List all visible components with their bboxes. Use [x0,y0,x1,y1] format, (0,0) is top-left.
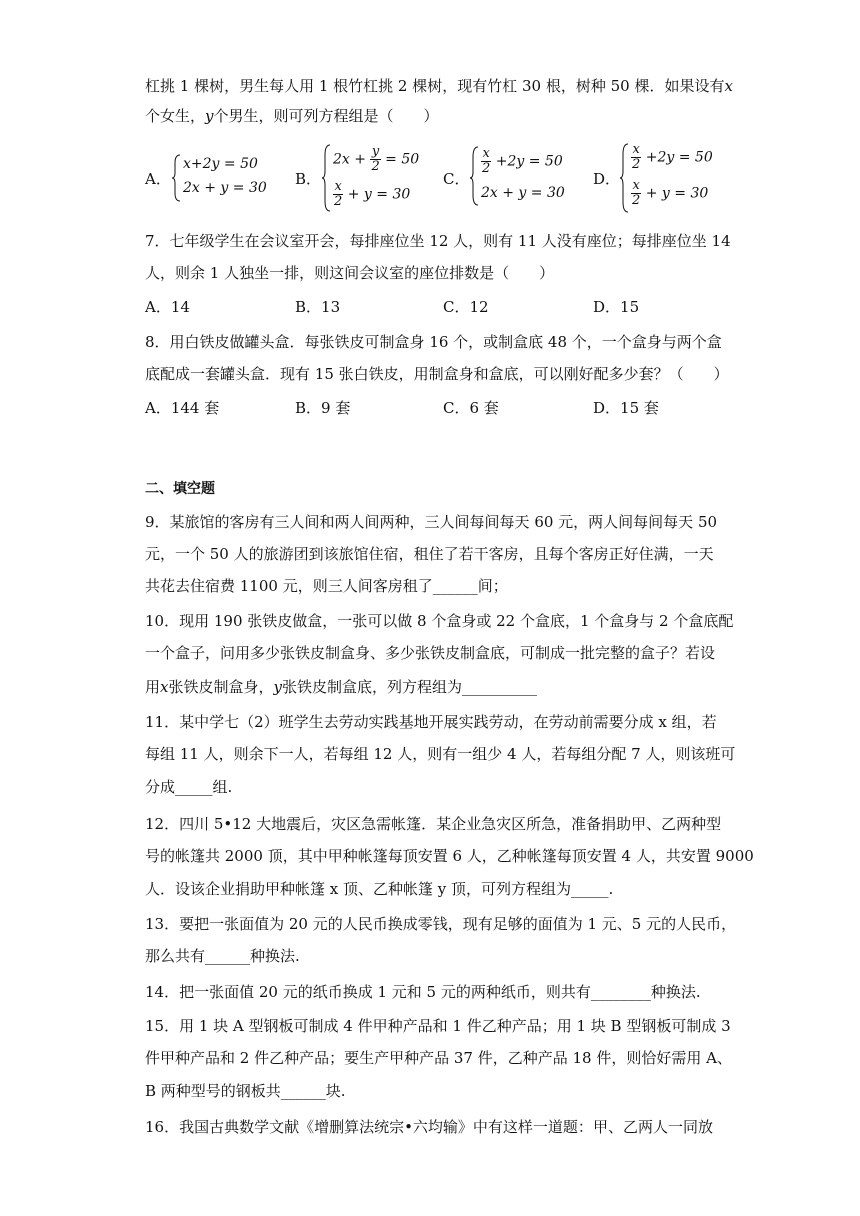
answer-blank: 张铁皮制盒底，列方程组为__________ [281,678,537,696]
fraction: $\frac{x}{2}$ [632,178,641,208]
option-label: C． [443,170,470,188]
q9-line-2: 元，一个 50 人的旅游团到该旅馆住宿，租住了若干客房，且每个客房正好住满，一天 [145,545,714,563]
q11-line-3: 分成_____组. [145,778,233,796]
var-x: x [724,77,733,95]
q8-line-1: 8．用白铁皮做罐头盒．每张铁皮可制盒身 16 个，或制盒底 48 个，一个盒身与两个盒 [145,333,722,351]
fraction: $\frac{x}{2}$ [632,142,641,172]
q10-line-2: 一个盒子，问用多少张铁皮制盒身、多少张铁皮制盒底，可制成一批完整的盒子？若设 [145,644,716,662]
var-y: y [205,107,214,125]
q15-line-1: 15．用 1 块 A 型钢板可制成 4 件甲种产品和 1 件乙种产品；用 1 块 B 型钢板可制成 3 [145,1017,731,1035]
q6-text: 个男生，则可列方程组是（ ） [213,107,439,125]
q6-text: 杠挑 1 棵树，男生每人用 1 根竹杠挑 2 棵树，现有竹杠 30 根，树种 50 棵．如果设有 [145,77,725,95]
q8-option-a[interactable]: A．144 套 [145,399,220,417]
equation-2: 2x + y = 30 [481,185,565,201]
equation-1: $\frac{x}{2}$ +2y = 50 [632,142,713,172]
option-label: A． [145,170,171,188]
brace-icon [619,143,629,213]
q7-option-d[interactable]: D．15 [593,298,640,316]
q7-line-2: 人，则余 1 人独坐一排，则这间会议室的座位排数是（ ） [145,264,555,282]
q12-line-2: 号的帐篷共 2000 顶，其中甲种帐篷每顶安置 6 人，乙种帐篷每顶安置 4 人，共安置 9000 [145,847,754,865]
q12-line-3: 人．设该企业捐助甲种帐篷 x 顶、乙种帐篷 y 顶，可列方程组为_____. [145,880,614,898]
option-label: D． [593,170,621,188]
q11-line-2: 每组 11 人，则余下一人，若每组 12 人，则有一组少 4 人，若每组分配 7 人，则该班可 [145,745,736,763]
option-label: B． [295,170,322,188]
q10-line-3: 用x张铁皮制盒身，y张铁皮制盒底，列方程组为__________ [145,678,537,696]
equation-2: 2x + y = 30 [183,180,267,196]
equation-1: 2x + $\frac{y}{2}$ = 50 [333,144,420,174]
var-x: x [160,678,169,696]
q7-option-b[interactable]: B．13 [295,298,341,316]
equation-1: $\frac{x}{2}$ +2y = 50 [482,146,563,176]
q8-option-c[interactable]: C．6 套 [443,399,499,417]
fraction: $\frac{x}{2}$ [482,146,491,176]
brace-icon [171,143,181,213]
brace-icon [321,143,331,213]
q8-option-d[interactable]: D．15 套 [593,399,659,417]
q8-option-b[interactable]: B．9 套 [295,399,351,417]
q8-options [145,397,725,419]
q16-line-1: 16．我国古典数学文献《增删算法统宗•六均输》中有这样一道题：甲、乙两人一同放 [145,1118,713,1136]
q13-line-2: 那么共有______种换法. [145,947,300,965]
fraction: $\frac{x}{2}$ [334,179,343,209]
fraction: $\frac{y}{2}$ [371,144,380,174]
q6-text: 个女生， [145,107,206,125]
q15-line-3: B 两种型号的钢板共______块. [145,1082,346,1100]
q9-line-3: 共花去住宿费 1100 元，则三人间客房租了______间； [145,577,508,595]
equation-2: $\frac{x}{2}$ + y = 30 [334,179,411,209]
brace-icon [469,143,479,213]
var-y: y [273,678,282,696]
q6-line-2 [145,106,725,126]
q11-line-1: 11．某中学七（2）班学生去劳动实践基地开展实践劳动，在劳动前需要分成 x 组，若 [145,713,717,731]
q8-line-2: 底配成一套罐头盒．现有 15 张白铁皮，用制盒身和盒底，可以刚好配多少套？（ ） [145,365,729,383]
q13-line-1: 13．要把一张面值为 20 元的人民币换成零钱，现有足够的面值为 1 元、5 元的人民币， [145,915,737,933]
equation-1: x+2y = 50 [183,156,258,172]
section-title: 二、填空题 [145,481,215,497]
q12-line-1: 12．四川 5•12 大地震后，灾区急需帐篷．某企业急灾区所急，准备捐助甲、乙两种型 [145,815,722,833]
q7-options [145,296,725,318]
q7-line-1: 7．七年级学生在会议室开会，每排座位坐 12 人，则有 11 人没有座位；每排座位坐 14 [145,232,731,250]
q6-options [145,143,725,213]
equation-2: $\frac{x}{2}$ + y = 30 [632,178,709,208]
q15-line-2: 件甲种产品和 2 件乙种产品；要生产甲种产品 37 件，乙种产品 18 件，则恰好需用 A、 [145,1049,732,1067]
q7-option-c[interactable]: C．12 [443,298,489,316]
q9-line-1: 9．某旅馆的客房有三人间和两人间两种，三人间每间每天 60 元，两人间每间每天 50 [145,513,718,531]
q14-line-1: 14．把一张面值 20 元的纸币换成 1 元和 5 元的两种纸币，则共有________种换法. [145,983,701,1001]
q6-line-1 [145,76,733,96]
q7-option-a[interactable]: A．14 [145,298,190,316]
q10-line-1: 10．现用 190 张铁皮做盒，一张可以做 8 个盒身或 22 个盒底，1 个盒身与 2 个盒底配 [145,612,734,630]
